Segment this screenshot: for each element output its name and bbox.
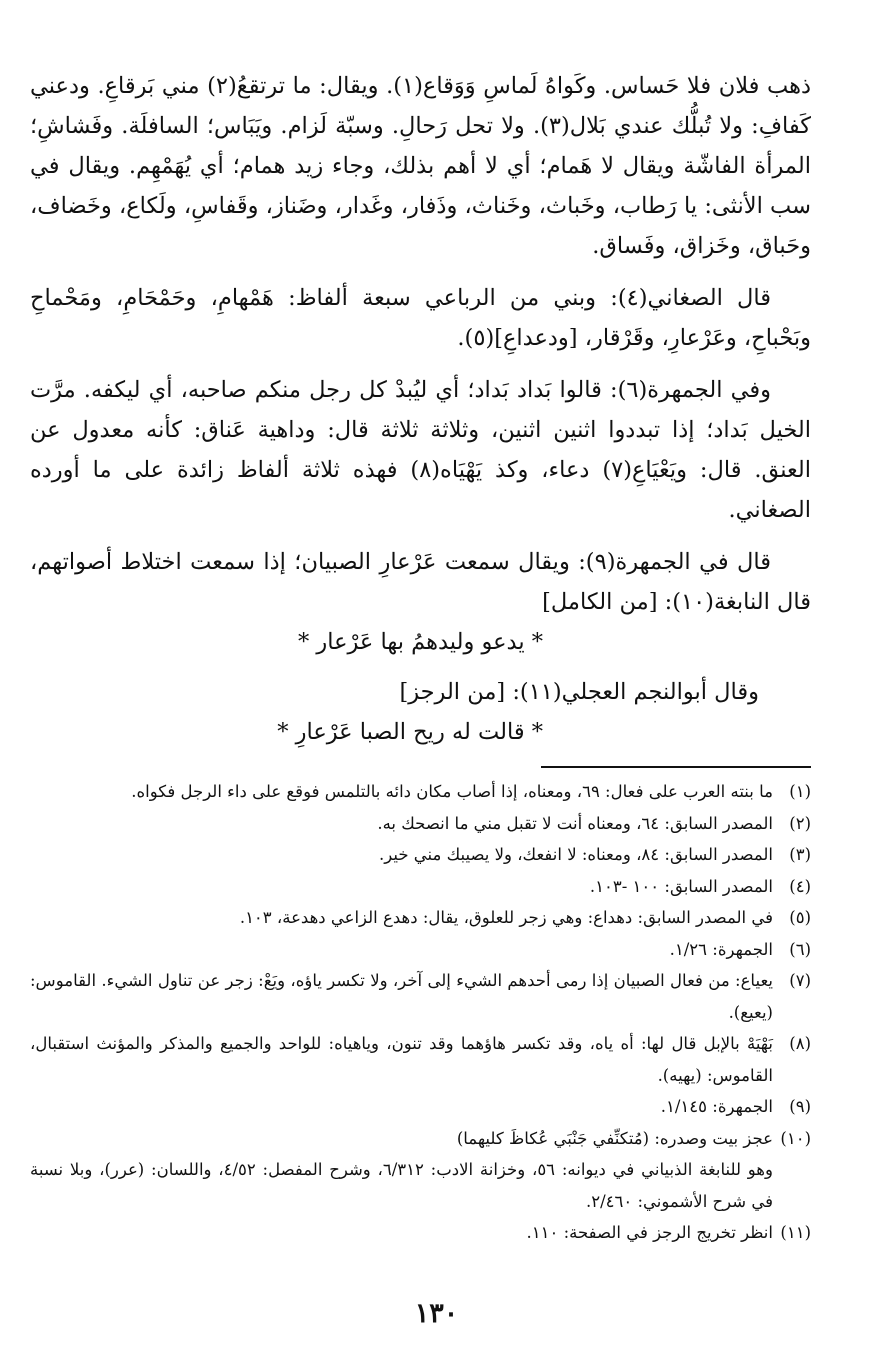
footnote [30, 839, 811, 871]
footnote-text: بَهْيَهْ بالإبل قال لها: أه ياه، وقد تكسر هاؤهما وقد تنون، وياهياه: للواحد والجميع والمذكر والمؤنث استقبال، القاموس: (يهيه). [30, 1034, 773, 1085]
page-number: ١٣٠ [414, 1298, 459, 1329]
verse-intro-abu-najm: وقال أبوالنجم العجلي(١١): [من الرجز] [399, 679, 759, 705]
footnote [30, 902, 811, 934]
footnote-number: (٦) [789, 939, 811, 959]
footnote-text: ما بنته العرب على فعال: ٦٩، ومعناه، إذا أصاب مكان دائه بالتلمس فوقع على داء الرجل فكواه. [131, 782, 773, 801]
footnote [30, 871, 811, 903]
footnote-divider [541, 766, 811, 768]
footnote-number: (١١) [780, 1223, 811, 1242]
footnote-text: المصدر السابق: ٦٤، ومعناه أنت لا تقبل مني ما انصحك به. [377, 813, 773, 833]
footnote [30, 1028, 811, 1091]
footnote-text: انظر تخريج الرجز في الصفحة: ١١٠. [526, 1223, 773, 1242]
paragraph-4: قال في الجمهرة(٩): ويقال سمعت عَرْعارِ الصبيان؛ إذا سمعت اختلاط أصواتهم، قال النابغة(١٠): [من الكامل] [30, 549, 811, 615]
footnote-number: (٧) [789, 971, 811, 990]
footnote [30, 808, 811, 840]
footnote-continuation: وهو للنابغة الذبياني في ديوانه: ٥٦، وخزانة الادب: ٦/٣١٢، وشرح المفصل: ٤/٥٢، واللسان: (عرر)، وبلا نسبة في شرح الأشموني: ٢/٤٦٠. [30, 1160, 773, 1211]
paragraph-1: ذهب فلان فلا حَساس. وكَواهُ لَماسِ وَوَقاع(١). ويقال: ما ترتقعُ(٢) مني بَرقاعِ. ودعني كَفافِ: ولا تُبلُّك عندي بَلال(٣). ولا تحل رَحالِ. وسبّة لَزام. ويَبَاس؛ السافلَة. وفَشاشِ؛ المرأة الفاشّة ويقال لا هَمام؛ أي لا أهم بذلك، وجاء زيد همام؛ أي يُهَمْهِم. ويقال في سب الأنثى: يا رَطاب، وخَباث، وخَناث، وذَفار، وغَدار، وضَناز، وقَفاسِ، ولَكاع، وخَضاف، وحَباق، وخَزاق، وفَساق. [30, 73, 811, 259]
main-text [30, 66, 811, 752]
footnote-number: (٩) [789, 1097, 811, 1116]
footnote-number: (٨) [789, 1034, 811, 1053]
footnote-text: الجمهرة: ١/١٤٥. [660, 1097, 773, 1116]
footnote [30, 1091, 811, 1123]
footnote [30, 965, 811, 1028]
footnotes [30, 776, 811, 1249]
footnote-text: المصدر السابق: ٨٤، ومعناه: لا انفعك، ولا يصيبك مني خير. [379, 845, 773, 864]
footnote-text: في المصدر السابق: دهداع: وهي زجر للعلوق، يقال: دهدع الزاعي دهدعة، ١٠٣. [239, 908, 773, 927]
footnote [30, 1123, 811, 1155]
paragraph-2: قال الصغاني(٤): وبني من الرباعي سبعة ألفاظ: هَمْهامِ، وحَمْحَامِ، ومَحْماحِ وبَحْباحِ، وعَرْعارِ، وقَرْقار، [ودعداعِ](٥). [30, 285, 811, 351]
footnote-number: (٤) [789, 876, 811, 896]
footnote-text: عجز بيت وصدره: (مُتكنِّفي جَنْبَي عُكاظَ كليهما) [456, 1128, 773, 1148]
footnote [30, 776, 811, 808]
footnote-text: الجمهرة: ١/٢٦. [669, 939, 773, 959]
footnote-text: يعياع: من فعال الصبيان إذا رمى أحدهم الشيء إلى آخر، ولا تكسر ياؤه، ويَعْ: زجر عن تناول الشيء. القاموس: (يعيع). [30, 971, 773, 1022]
footnote-number: (٢) [789, 813, 811, 833]
verse-abu-najm: * قالت له ريح الصبا عَرْعارِ * [277, 719, 543, 745]
footnote-number: (١) [789, 782, 811, 801]
footnote-number: (٣) [789, 845, 811, 864]
footnote [30, 934, 811, 966]
footnote-number: (١٠) [780, 1128, 811, 1148]
footnote-text: المصدر السابق: ١٠٠ -١٠٣. [589, 876, 773, 896]
footnote [30, 1217, 811, 1249]
paragraph-3: وفي الجمهرة(٦): قالوا بَداد بَداد؛ أي ليُبدْ كل رجل منكم صاحبه، أي ليكفه. مرَّت الخيل بَداد؛ إذا تبددوا اثنين اثنين، وثلاثة ثلاثة قال: وداهية عَناق: كأنه معدول عن العنق. قال: ويَعْيَاعِ(٧) دعاء، وكذ يَهْيَاه(٨) فهذه ثلاثة ألفاظ زائدة على ما أورده الصغاني. [30, 377, 811, 523]
footnote-number: (٥) [789, 908, 811, 927]
verse-nabigha: * يدعو وليدهمُ بها عَرْعار * [297, 629, 543, 655]
